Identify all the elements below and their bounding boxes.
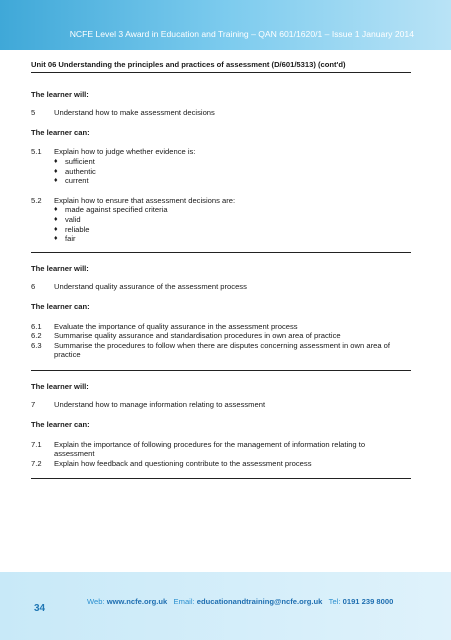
learner-will-label: The learner will: [31,89,89,99]
page-header [0,0,451,50]
criterion-number: 5.2 [31,195,42,205]
email-link[interactable]: educationandtraining@ncfe.org.uk [196,597,323,606]
criterion-text: Explain the importance of following procedures for the management of information relating to assessment [54,439,366,459]
list-item: ♦ authentic [54,166,96,176]
criterion-number: 6.2 [31,331,42,341]
section-divider [31,252,411,253]
list-item: ♦ valid [54,214,81,224]
criterion-text: Summarise the procedures to follow when there are disputes concerning assessment in own area of practice [54,340,390,360]
web-link[interactable]: www.ncfe.org.uk [106,597,168,606]
diamond-bullet-icon: ♦ [54,157,58,165]
list-item: ♦ made against specified criteria [54,205,168,215]
diamond-bullet-icon: ♦ [54,215,58,223]
criterion-number: 6.1 [31,321,42,331]
page-number: 34 [34,603,46,614]
criterion [31,459,411,469]
list-item: ♦ fair [54,234,76,244]
criterion-bullets [31,157,411,186]
learner-can-label: The learner can: [31,301,90,311]
outcome-text: Understand how to make assessment decisions [54,108,215,118]
learner-will-label: The learner will: [31,381,89,391]
diamond-bullet-icon: ♦ [54,177,58,185]
diamond-bullet-icon: ♦ [54,167,58,175]
criterion-text: Summarise quality assurance and standardisation procedures in own area of practice [54,331,341,341]
learner-can-label: The learner can: [31,127,90,137]
criterion-number: 7.2 [31,458,42,468]
learning-outcome [31,108,411,118]
tel-value: 0191 239 8000 [342,597,394,606]
criterion-number: 7.1 [31,439,42,449]
learning-outcome [31,282,411,292]
criterion-number: 5.1 [31,147,42,157]
document-body [31,59,411,479]
criterion [31,341,411,360]
web-label: Web: [87,597,105,606]
diamond-bullet-icon: ♦ [54,235,58,243]
criterion-bullets [31,205,411,243]
tel-label: Tel: [328,597,341,606]
criterion [31,331,411,341]
criterion [31,196,411,206]
learner-will-label: The learner will: [31,263,89,273]
section-divider [31,478,411,479]
list-item: ♦ reliable [54,224,90,234]
outcome-number: 6 [31,282,36,292]
criterion [31,147,411,157]
learner-can-label: The learner can: [31,420,90,430]
section-divider [31,370,411,371]
section-outcome-5 [31,90,411,244]
email-label: Email: [173,597,195,606]
outcome-text: Understand how to manage information relating to assessment [54,400,266,410]
outcome-number: 5 [31,108,36,118]
section-outcome-6 [31,264,411,360]
page-footer [0,572,451,640]
diamond-bullet-icon: ♦ [54,206,58,214]
outcome-number: 7 [31,400,36,410]
criterion [31,322,411,332]
criterion-text: Explain how to judge whether evidence is: [54,147,196,157]
criterion-text: Explain how to ensure that assessment decisions are: [54,195,236,205]
criterion-text: Evaluate the importance of quality assurance in the assessment process [54,321,298,331]
outcome-text: Understand quality assurance of the assessment process [54,282,247,292]
unit-title: Unit 06 Understanding the principles and practices of assessment (D/601/5313) (cont'd) [31,60,411,73]
criterion-text: Explain how feedback and questioning contribute to the assessment process [54,458,312,468]
section-outcome-7 [31,382,411,469]
footer-contact [87,597,393,606]
criterion-number: 6.3 [31,340,42,350]
header-title: NCFE Level 3 Award in Education and Training – QAN 601/1620/1 – Issue 1 January 2014 [69,29,414,39]
list-item: ♦ current [54,176,89,186]
criterion [31,440,411,459]
learning-outcome [31,400,411,410]
list-item: ♦ sufficient [54,156,95,166]
diamond-bullet-icon: ♦ [54,225,58,233]
